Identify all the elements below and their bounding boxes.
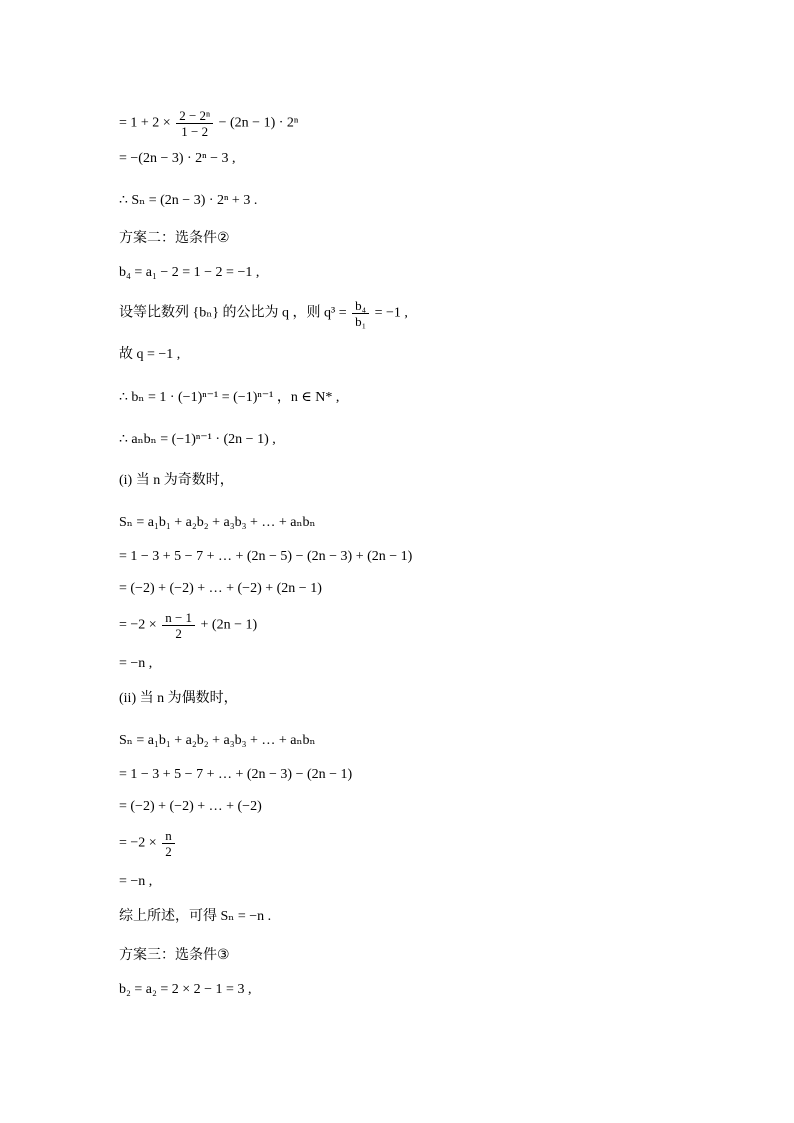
formula-line-15: = −n , bbox=[119, 656, 153, 671]
fraction-numerator: n bbox=[162, 828, 175, 844]
fraction-denominator: b₁ bbox=[355, 314, 367, 329]
formula-line-5: b₄ = a₁ − 2 = 1 − 2 = −1 , bbox=[119, 265, 260, 280]
formula-line-18: = 1 − 3 + 5 − 7 + … + (2n − 3) − (2n − 1) bbox=[119, 767, 353, 782]
fraction-denominator: 2 bbox=[165, 844, 172, 859]
formula-line-19: = (−2) + (−2) + … + (−2) bbox=[119, 799, 262, 814]
formula-line-20 bbox=[119, 828, 177, 859]
fraction bbox=[176, 108, 213, 139]
expr-part: 设等比数列 {bₙ} 的公比为 q ，则 q³ = bbox=[119, 305, 347, 321]
fraction-numerator: b₄ bbox=[352, 298, 369, 314]
formula-line-12: = 1 − 3 + 5 − 7 + … + (2n − 5) − (2n − 3) + (2n − 1) bbox=[119, 549, 413, 564]
fraction-numerator: 2 − 2ⁿ bbox=[176, 108, 213, 124]
expr-part: + (2n − 1) bbox=[200, 617, 258, 633]
case-heading-odd: (i) 当 n 为奇数时， bbox=[119, 473, 234, 488]
formula-line-2: = −(2n − 3) · 2ⁿ − 3 , bbox=[119, 151, 236, 166]
formula-line-3: ∴ Sₙ = (2n − 3) · 2ⁿ + 3 . bbox=[119, 193, 258, 208]
formula-line-24: b₂ = a₂ = 2 × 2 − 1 = 3 , bbox=[119, 982, 252, 997]
fraction bbox=[162, 828, 175, 859]
formula-line-8: ∴ bₙ = 1 · (−1)ⁿ⁻¹ = (−1)ⁿ⁻¹ ，n ∈ N* , bbox=[119, 390, 340, 405]
formula-line-7: 故 q = −1 , bbox=[119, 347, 181, 362]
fraction bbox=[352, 298, 369, 329]
expr-part: = −1 , bbox=[374, 305, 408, 321]
section-heading-3: 方案三：选条件③ bbox=[119, 947, 230, 963]
formula-line-13: = (−2) + (−2) + … + (−2) + (2n − 1) bbox=[119, 581, 322, 596]
case-heading-even: (ii) 当 n 为偶数时， bbox=[119, 691, 238, 706]
expr-part: = −2 × bbox=[119, 617, 157, 633]
formula-line-14 bbox=[119, 610, 257, 641]
formula-line-9: ∴ aₙbₙ = (−1)ⁿ⁻¹ · (2n − 1) , bbox=[119, 432, 276, 447]
formula-line-17: Sₙ = a₁b₁ + a₂b₂ + a₃b₃ + … + aₙbₙ bbox=[119, 733, 316, 748]
expr-part: = −2 × bbox=[119, 835, 157, 851]
conclusion-line: 综上所述，可得 Sₙ = −n . bbox=[119, 909, 272, 924]
fraction-numerator: n − 1 bbox=[162, 610, 195, 626]
expr-part: = 1 + 2 × bbox=[119, 115, 171, 131]
formula-line-6 bbox=[119, 298, 408, 329]
fraction bbox=[162, 610, 195, 641]
formula-line-21: = −n , bbox=[119, 874, 153, 889]
formula-line-11: Sₙ = a₁b₁ + a₂b₂ + a₃b₃ + … + aₙbₙ bbox=[119, 515, 316, 530]
formula-line-1 bbox=[119, 108, 298, 139]
expr-part: − (2n − 1) · 2ⁿ bbox=[218, 115, 299, 131]
fraction-denominator: 1 − 2 bbox=[181, 124, 209, 139]
fraction-denominator: 2 bbox=[175, 626, 182, 641]
section-heading-2: 方案二：选条件② bbox=[119, 230, 230, 246]
